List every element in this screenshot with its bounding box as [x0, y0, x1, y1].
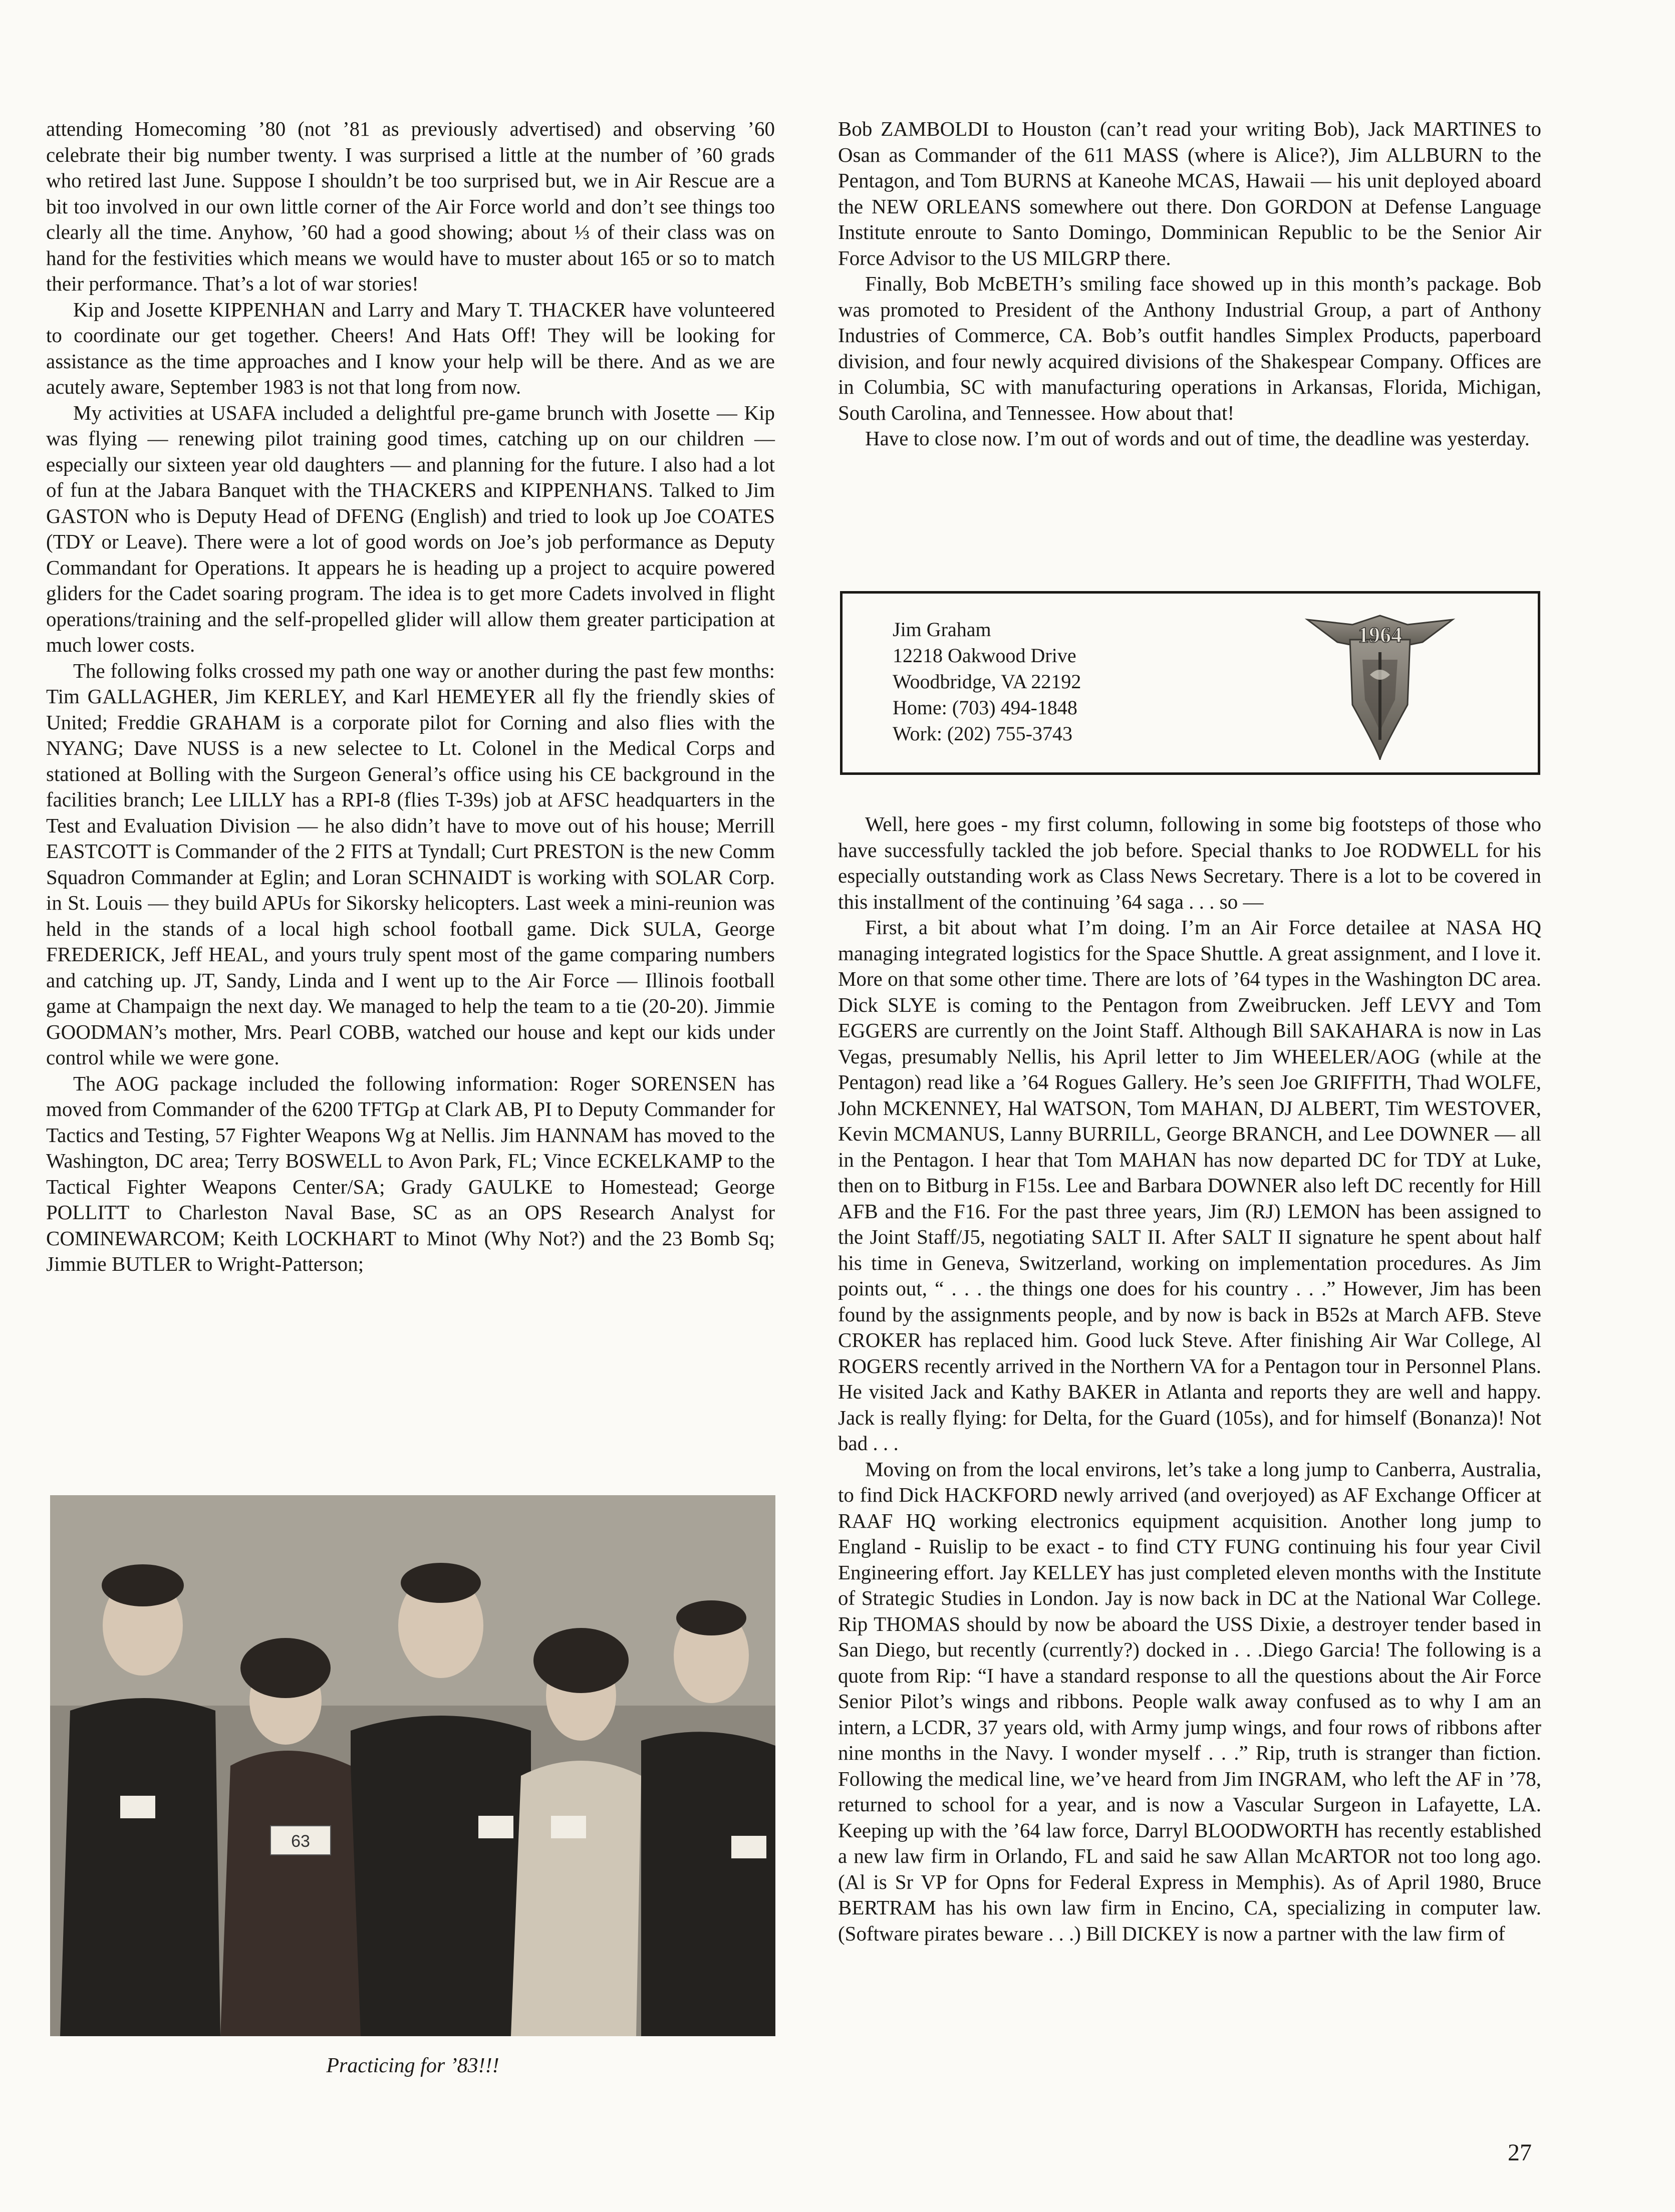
crest-year: 1964 — [1358, 623, 1402, 647]
contact-home-phone: Home: (703) 494-1848 — [893, 696, 1077, 719]
right-column-bottom — [838, 811, 1541, 1947]
contact-work-phone: Work: (202) 755-3743 — [893, 722, 1072, 745]
badge-number: 63 — [291, 1832, 310, 1851]
contact-city: Woodbridge, VA 22192 — [893, 670, 1081, 693]
contact-box — [840, 591, 1540, 775]
paragraph: My activities at USAFA included a delightful pre-game brunch with Josette — Kip was flying — renewing pilot training good times, catching up on our children — especially our sixteen year old daughters — and planning for the future. I also had a lot of fun at the Jabara Banquet with the THACKERS and KIPPENHANS. Talked to Jim GASTON who is Deputy Head of DFENG (English) and tried to look up Joe COATES (TDY or Leave). There were a lot of good words on Joe’s job performance as Deputy Commandant for Operations. It appears he is heading up a project to acquire powered gliders for the Cadet soaring program. The idea is to get more Cadets involved in flight operations/training and the self-propelled glider will allow them greater participation at much lower costs. — [46, 401, 775, 656]
page-number: 27 — [1508, 2139, 1532, 2166]
contact-info — [893, 617, 1081, 747]
paragraph: Have to close now. I’m out of words and out of time, the deadline was yesterday. — [865, 427, 1530, 450]
contact-name: Jim Graham — [893, 618, 991, 641]
left-column — [46, 116, 775, 1277]
class-crest-icon — [1297, 605, 1463, 765]
group-photo-image — [50, 1495, 775, 2036]
paragraph: The AOG package included the following information: Roger SORENSEN has moved from Commander of the 6200 TFTGp at Clark AB, PI to Deputy Commander for Tactics and Testing, 57 Fighter Weapons Wg at Nellis. Jim HANNAM has moved to the Washington, DC area; Terry BOSWELL to Avon Park, FL; Vince ECKELKAMP to the Tactical Fighter Weapons Center/SA; Grady GAULKE to Homestead; George POLLITT to Charleston Naval Base, SC as an OPS Research Analyst for COMINEWARCOM; Keith LOCKHART to Minot (Why Not?) and the 23 Bomb Sq; Jimmie BUTLER to Wright-Patterson; — [46, 1071, 775, 1275]
contact-street: 12218 Oakwood Drive — [893, 644, 1076, 667]
group-photo — [50, 1495, 775, 2036]
paragraph: First, a bit about what I’m doing. I’m an Air Force detailee at NASA HQ managing integrated logistics for the Space Shuttle. A great assignment, and I love it. More on that some other time. There are lots of ’64 types in the Washington DC area. Dick SLYE is coming to the Pentagon from Zweibrucken. Jeff LEVY and Tom EGGERS are currently on the Joint Staff. Although Bill SAKAHARA is now in Las Vegas, presumably Nellis, his April letter to Jim WHEELER/AOG (while at the Pentagon) read like a ’64 Rogues Gallery. He’s seen Joe GRIFFITH, Thad WOLFE, John MCKENNEY, Hal WATSON, Tom MAHAN, DJ ALBERT, Tim WESTOVER, Kevin MCMANUS, Lanny BURRILL, George BRANCH, and Lee DOWNER — all in the Pentagon. I hear that Tom MAHAN has now departed DC for TDY at Luke, then on to Bitburg in F15s. Lee and Barbara DOWNER also left DC recently for Hill AFB and the F16. For the past three years, Jim (RJ) LEMON has been assigned to the Joint Staff/J5, negotiating SALT II. After SALT II signature he spent about half his time in Geneva, Switzerland, working on implementation procedures. As Jim points out, “ . . . the things one does for his country . . .” However, Jim has been found by the assignments people, and by now is back in B52s at March AFB. Steve CROKER has replaced him. Good luck Steve. After finishing Air War College, Al ROGERS recently arrived in the Northern VA for a Pentagon tour in Personnel Plans. He visited Jack and Kathy BAKER in Atlanta and reports they are well and happy. Jack is really flying: for Delta, for the Guard (105s), and for himself (Bonanza)! Not bad . . . — [838, 916, 1541, 1455]
paragraph: Finally, Bob McBETH’s smiling face showed up in this month’s package. Bob was promoted to President of the Anthony Industrial Group, a part of Anthony Industries of Commerce, CA. Bob’s outfit handles Simplex Products, paperboard division, and four newly acquired divisions of the Shakespear Company. Offices are in Columbia, SC with manufacturing operations in Arkansas, Florida, Michigan, South Carolina, and Tennessee. How about that! — [838, 272, 1541, 424]
paragraph: attending Homecoming ’80 (not ’81 as previously advertised) and observing ’60 celebrate their big number twenty. I was surprised a little at the number of ’60 grads who retired last June. Suppose I shouldn’t be too surprised but, we in Air Rescue are a bit too involved in our own little corner of the Air Force world and don’t see things too clearly all the time. Anyhow, ’60 had a good showing; about ⅓ of their class was on hand for the festivities which means we would have to muster about 165 or so to match their performance. That’s a lot of war stories! — [46, 117, 775, 295]
right-column-top — [838, 116, 1541, 452]
paragraph: Well, here goes - my first column, following in some big footsteps of those who have successfully tackled the job before. Special thanks to Joe RODWELL for his especially outstanding work as Class News Secretary. There is a lot to be covered in this installment of the continuing ’64 saga . . . so — — [838, 812, 1541, 913]
paragraph: Bob ZAMBOLDI to Houston (can’t read your writing Bob), Jack MARTINES to Osan as Commander of the 611 MASS (where is Alice?), Jim ALLBURN to the Pentagon, and Tom BURNS at Kaneohe MCAS, Hawaii — his unit deployed aboard the NEW ORLEANS somewhere out there. Don GORDON at Defense Language Institute enroute to Santo Domingo, Domminican Republic to be the Senior Air Force Advisor to the US MILGRP there. — [838, 117, 1541, 269]
photo-caption: Practicing for ’83!!! — [326, 2054, 499, 2077]
paragraph: The following folks crossed my path one way or another during the past few months: Tim GALLAGHER, Jim KERLEY, and Karl HEMEYER all fly the friendly skies of United; Freddie GRAHAM is a corporate pilot for Corning and also flies with the NYANG; Dave NUSS is a new selectee to Lt. Colonel in the Medical Corps and stationed at Bolling with the Surgeon General’s office using his CE background in the facilities branch; Lee LILLY has a RPI-8 (flies T-39s) job at AFSC headquarters in the Test and Evaluation Division — he also didn’t have to move out of his house; Merrill EASTCOTT is Commander of the 2 FITS at Tyndall; Curt PRESTON is the new Comm Squadron Commander at Eglin; and Loran SCHNAIDT is working with SOLAR Corp. in St. Louis — they build APUs for Sikorsky helicopters. Last week a mini-reunion was held in the stands of a local high school football game. Dick SULA, George FREDERICK, Jeff HEAL, and yours truly spent most of the game comparing numbers and catching up. JT, Sandy, Linda and I went up to the Air Force — Illinois football game at Champaign the next day. We managed to help the team to a tie (20-20). Jimmie GOODMAN’s mother, Mrs. Pearl COBB, watched our house and kept our kids under control while we were gone. — [46, 659, 775, 1069]
paragraph: Moving on from the local environs, let’s take a long jump to Canberra, Australia, to find Dick HACKFORD newly arrived (and overjoyed) as AF Exchange Officer at RAAF HQ working electronics equipment acquisition. Another long jump to England - Ruislip to be exact - to find CTY FUNG continuing his four year Civil Engineering effort. Jay KELLEY has just completed eleven months with the Institute of Strategic Studies in London. Jay is now back in DC at the National War College. Rip THOMAS should by now be aboard the USS Dixie, a destroyer tender based in San Diego, but recently (currently?) docked in . . .Diego Garcia! The following is a quote from Rip: “I have a standard response to all the questions about the Air Force Senior Pilot’s wings and ribbons. People walk away confused as to why I am an intern, a LCDR, 37 years old, with Army jump wings, and four rows of ribbons after nine months in the Navy. I wonder myself . . .” Rip, truth is stranger than fiction. Following the medical line, we’ve heard from Jim INGRAM, who left the AF in ’78, returned to school for a year, and is now a Vascular Surgeon in Lafayette, LA. Keeping up with the ’64 law force, Darryl BLOODWORTH has recently established a new law firm in Orlando, FL and said he saw Allan McARTOR not too long ago. (Al is Sr VP for Opns for Federal Express in Memphis). As of April 1980, Bruce BERTRAM has his own law firm in Encino, CA, specializing in computer law. (Software pirates beware . . .) Bill DICKEY is now a partner with the law firm of — [838, 1457, 1541, 1945]
paragraph: Kip and Josette KIPPENHAN and Larry and Mary T. THACKER have volunteered to coordinate our get together. Cheers! And Hats Off! They will be looking for assistance as the time approaches and I know your help will be there. And as we are acutely aware, September 1983 is not that long from now. — [46, 298, 775, 398]
